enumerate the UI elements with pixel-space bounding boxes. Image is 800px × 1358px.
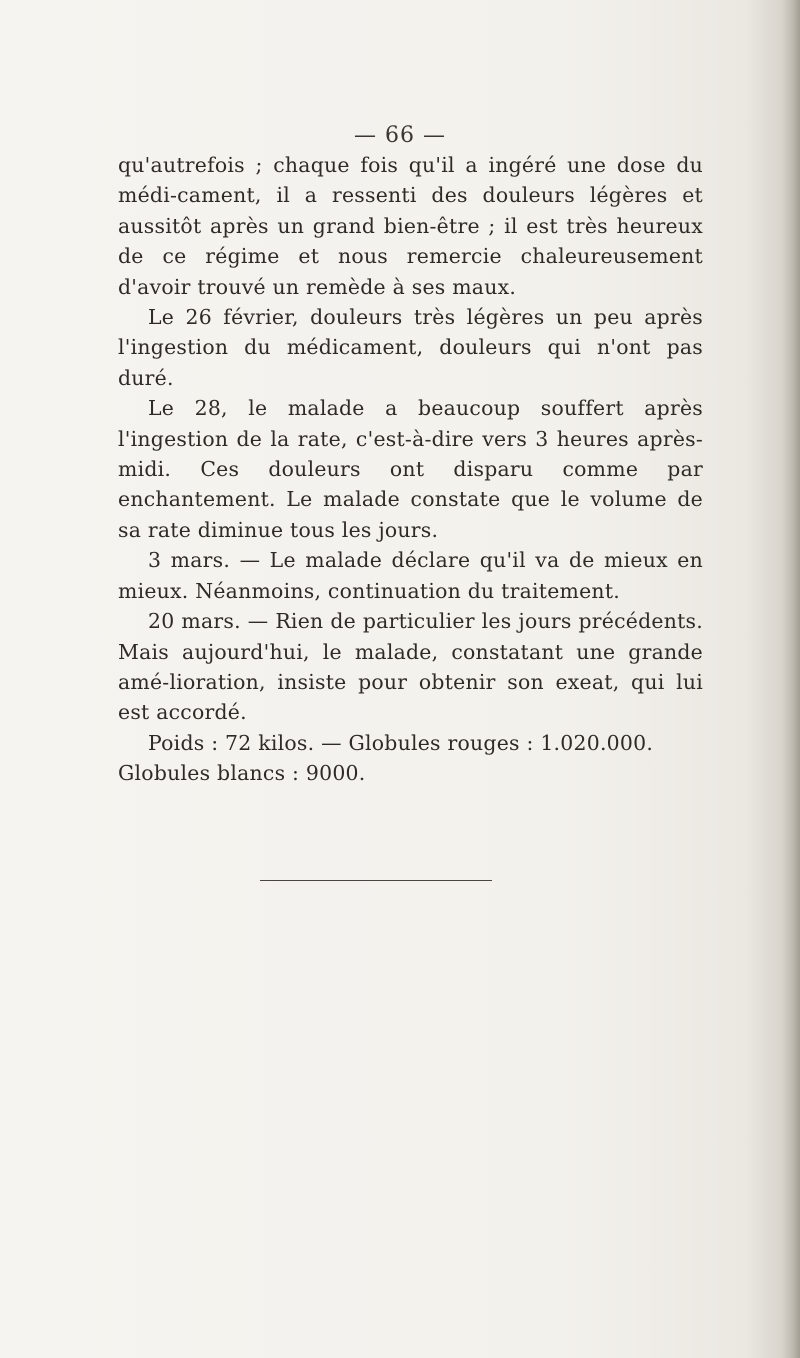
paragraph-feb-26: Le 26 février, douleurs très légères un peu après l'ingestion du médicament, douleurs qui n'ont pas duré. — [118, 305, 703, 390]
paragraph-mar-3: 3 mars. — Le malade déclare qu'il va de mieux en mieux. Néanmoins, continuation du traitement. — [118, 548, 703, 603]
paragraph-feb-28: Le 28, le malade a beaucoup souffert après l'ingestion de la rate, c'est-à-dire vers 3 heures après-midi. Ces douleurs ont disparu comme par enchantement. Le malade constate que le volume de sa rate diminue tous les jours. — [118, 396, 703, 542]
section-divider — [260, 880, 492, 881]
paragraph-continuation: qu'autrefois ; chaque fois qu'il a ingéré une dose du médi-cament, il a ressenti des douleurs légères et aussitôt après un grand bien-être ; il est très heureux de ce régime et nous remercie chaleureusement d'avoir trouvé un remède à ses maux. — [118, 153, 703, 299]
body-text — [118, 150, 703, 789]
paragraph-weight-red-cells: Poids : 72 kilos. — Globules rouges : 1.020.000. — [148, 730, 654, 755]
paragraph-white-cells: Globules blancs : 9000. — [118, 761, 366, 786]
page-number-header: — 66 — — [354, 123, 446, 148]
page-edge-shadow — [782, 0, 800, 1358]
paragraph-mar-20: 20 mars. — Rien de particulier les jours précédents. Mais aujourd'hui, le malade, constatant une grande amé-lioration, insiste pour obtenir son exeat, qui lui est accordé. — [118, 609, 703, 725]
